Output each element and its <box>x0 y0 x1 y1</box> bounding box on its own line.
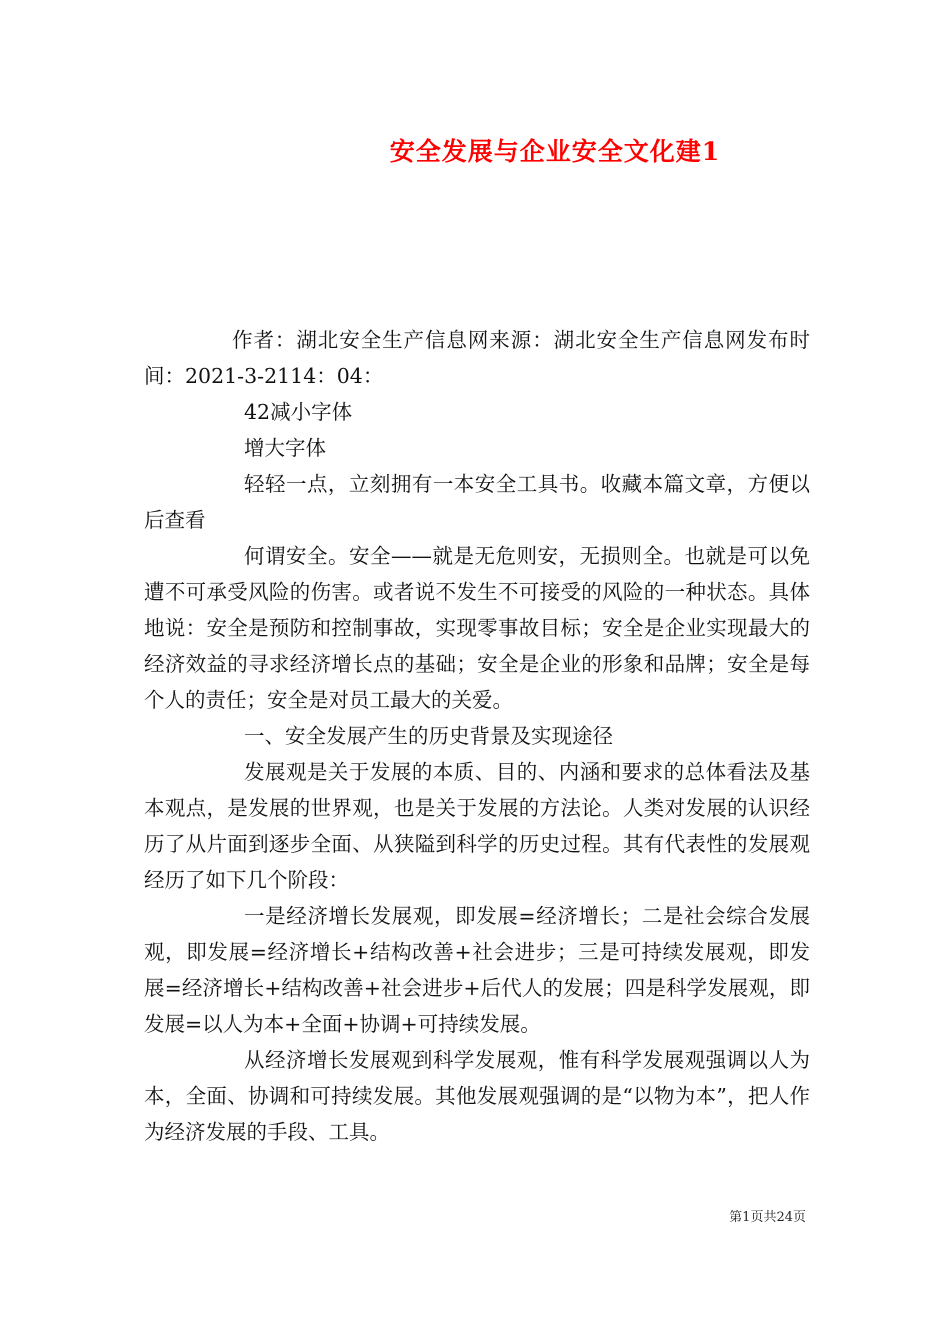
section-heading: 一、安全发展产生的历史背景及实现途径 <box>244 724 613 748</box>
document-body <box>144 322 810 1150</box>
paragraph-development-view: 发展观是关于发展的本质、目的、内涵和要求的总体看法及基本观点，是发展的世界观，也是关于发展的方法论。人类对发展的认识经历了从片面到逐步全面、从狭隘到科学的历史过程。其有代表性的发展观经历了如下几个阶段： <box>144 760 810 892</box>
font-increase-link[interactable]: 增大字体 <box>244 436 326 460</box>
paragraph-safety-definition: 何谓安全。安全——就是无危则安，无损则全。也就是可以免遭不可承受风险的伤害。或者说不发生不可接受的风险的一种状态。具体地说：安全是预防和控制事故，实现零事故目标；安全是企业实现最大的经济效益的寻求经济增长点的基础；安全是企业的形象和品牌；安全是每个人的责任；安全是对员工最大的关爱。 <box>144 544 810 712</box>
paragraph-scientific-development: 从经济增长发展观到科学发展观，惟有科学发展观强调以人为本，全面、协调和可持续发展。其他发展观强调的是“以物为本”，把人作为经济发展的手段、工具。 <box>144 1048 810 1144</box>
document-title: 安全发展与企业安全文化建1 <box>389 137 721 166</box>
paragraph-development-stages: 一是经济增长发展观，即发展=经济增长；二是社会综合发展观，即发展=经济增长+结构改善+社会进步；三是可持续发展观，即发展=经济增长+结构改善+社会进步+后代人的发展；四是科学发展观，即发展=以人为本+全面+协调+可持续发展。 <box>144 904 810 1036</box>
bookmark-line: 轻轻一点，立刻拥有一本安全工具书。收藏本篇文章，方便以后查看 <box>144 472 810 532</box>
font-decrease-link[interactable]: 42减小字体 <box>244 400 353 424</box>
page-number-footer: 第1页共24页 <box>729 1210 806 1225</box>
author-line: 作者：湖北安全生产信息网来源：湖北安全生产信息网发布时间：2021-3-2114：04： <box>144 328 810 388</box>
